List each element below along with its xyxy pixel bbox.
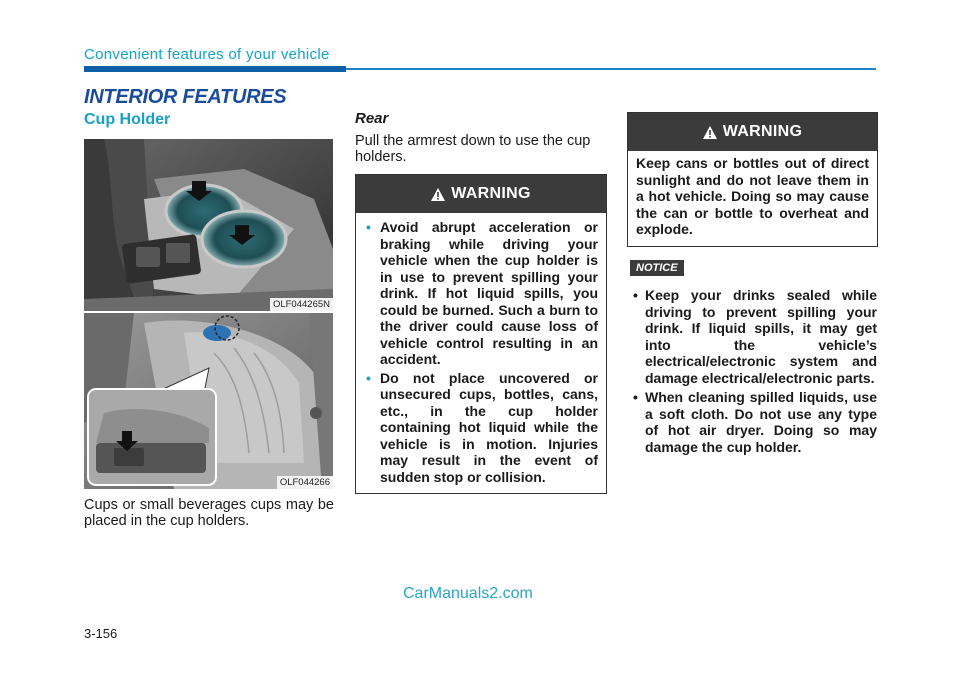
rear-body-text: Pull the armrest down to use the cup holders.	[355, 133, 591, 165]
subsection-title: Cup Holder	[84, 111, 171, 128]
front-cup-holder-photo	[84, 139, 333, 311]
header-bar	[84, 66, 346, 72]
notice-list	[627, 287, 877, 458]
warning-right-text: Keep cans or bottles out of direct sunlight and do not leave them in a hot vehicle. Doing so may cause the can or bottle to overheat and explode.	[636, 155, 869, 237]
warning-header: WARNING	[356, 175, 606, 213]
section-title: INTERIOR FEATURES	[84, 86, 287, 108]
warning-item: • Do not place uncovered or unsecured cups, bottles, cans, etc., in the cup holder containing hot liquid while the vehicle is in motion. Injuries may result in the event of sudden stop or collision.	[366, 369, 598, 485]
warning-header: WARNING	[628, 113, 877, 151]
warning-box-middle	[355, 174, 607, 494]
notice-item: • Keep your drinks sealed while driving to prevent spilling your drink. If liquid spills, it may get into the vehicle’s electrical/electronic system and damage electrical/electronic parts.	[633, 287, 877, 386]
watermark: CarManuals2.com	[403, 585, 533, 602]
header-line	[346, 68, 876, 70]
notice-item: • When cleaning spilled liquids, use a soft cloth. Do not use any type of hot air dryer. Doing so may damage the cup holder.	[633, 389, 877, 455]
warning-triangle-icon	[431, 188, 445, 201]
left-body-text: Cups or small beverages cups may be placed in the cup holders.	[84, 497, 334, 529]
front-cup-holder-image	[84, 139, 333, 311]
warning-item: • Avoid abrupt acceleration or braking while driving your vehicle when the cup holder is in use to prevent spilling your drink. If hot liquid spills, you could be burned. Such a burn to the driver could cause loss of vehicle control resulting in an accident.	[366, 219, 598, 367]
warning-box-right	[627, 112, 878, 247]
rear-cup-holder-image	[84, 313, 333, 489]
rear-figure-code: OLF044266	[277, 476, 333, 489]
page-number: 3-156	[84, 626, 118, 641]
notice-badge: NOTICE	[630, 260, 684, 276]
front-figure-code: OLF044265N	[270, 298, 333, 311]
chapter-title: Convenient features of your vehicle	[84, 46, 330, 63]
rear-cup-holder-photo	[84, 313, 333, 489]
warning-triangle-icon	[703, 126, 717, 139]
rear-heading: Rear	[355, 110, 389, 127]
